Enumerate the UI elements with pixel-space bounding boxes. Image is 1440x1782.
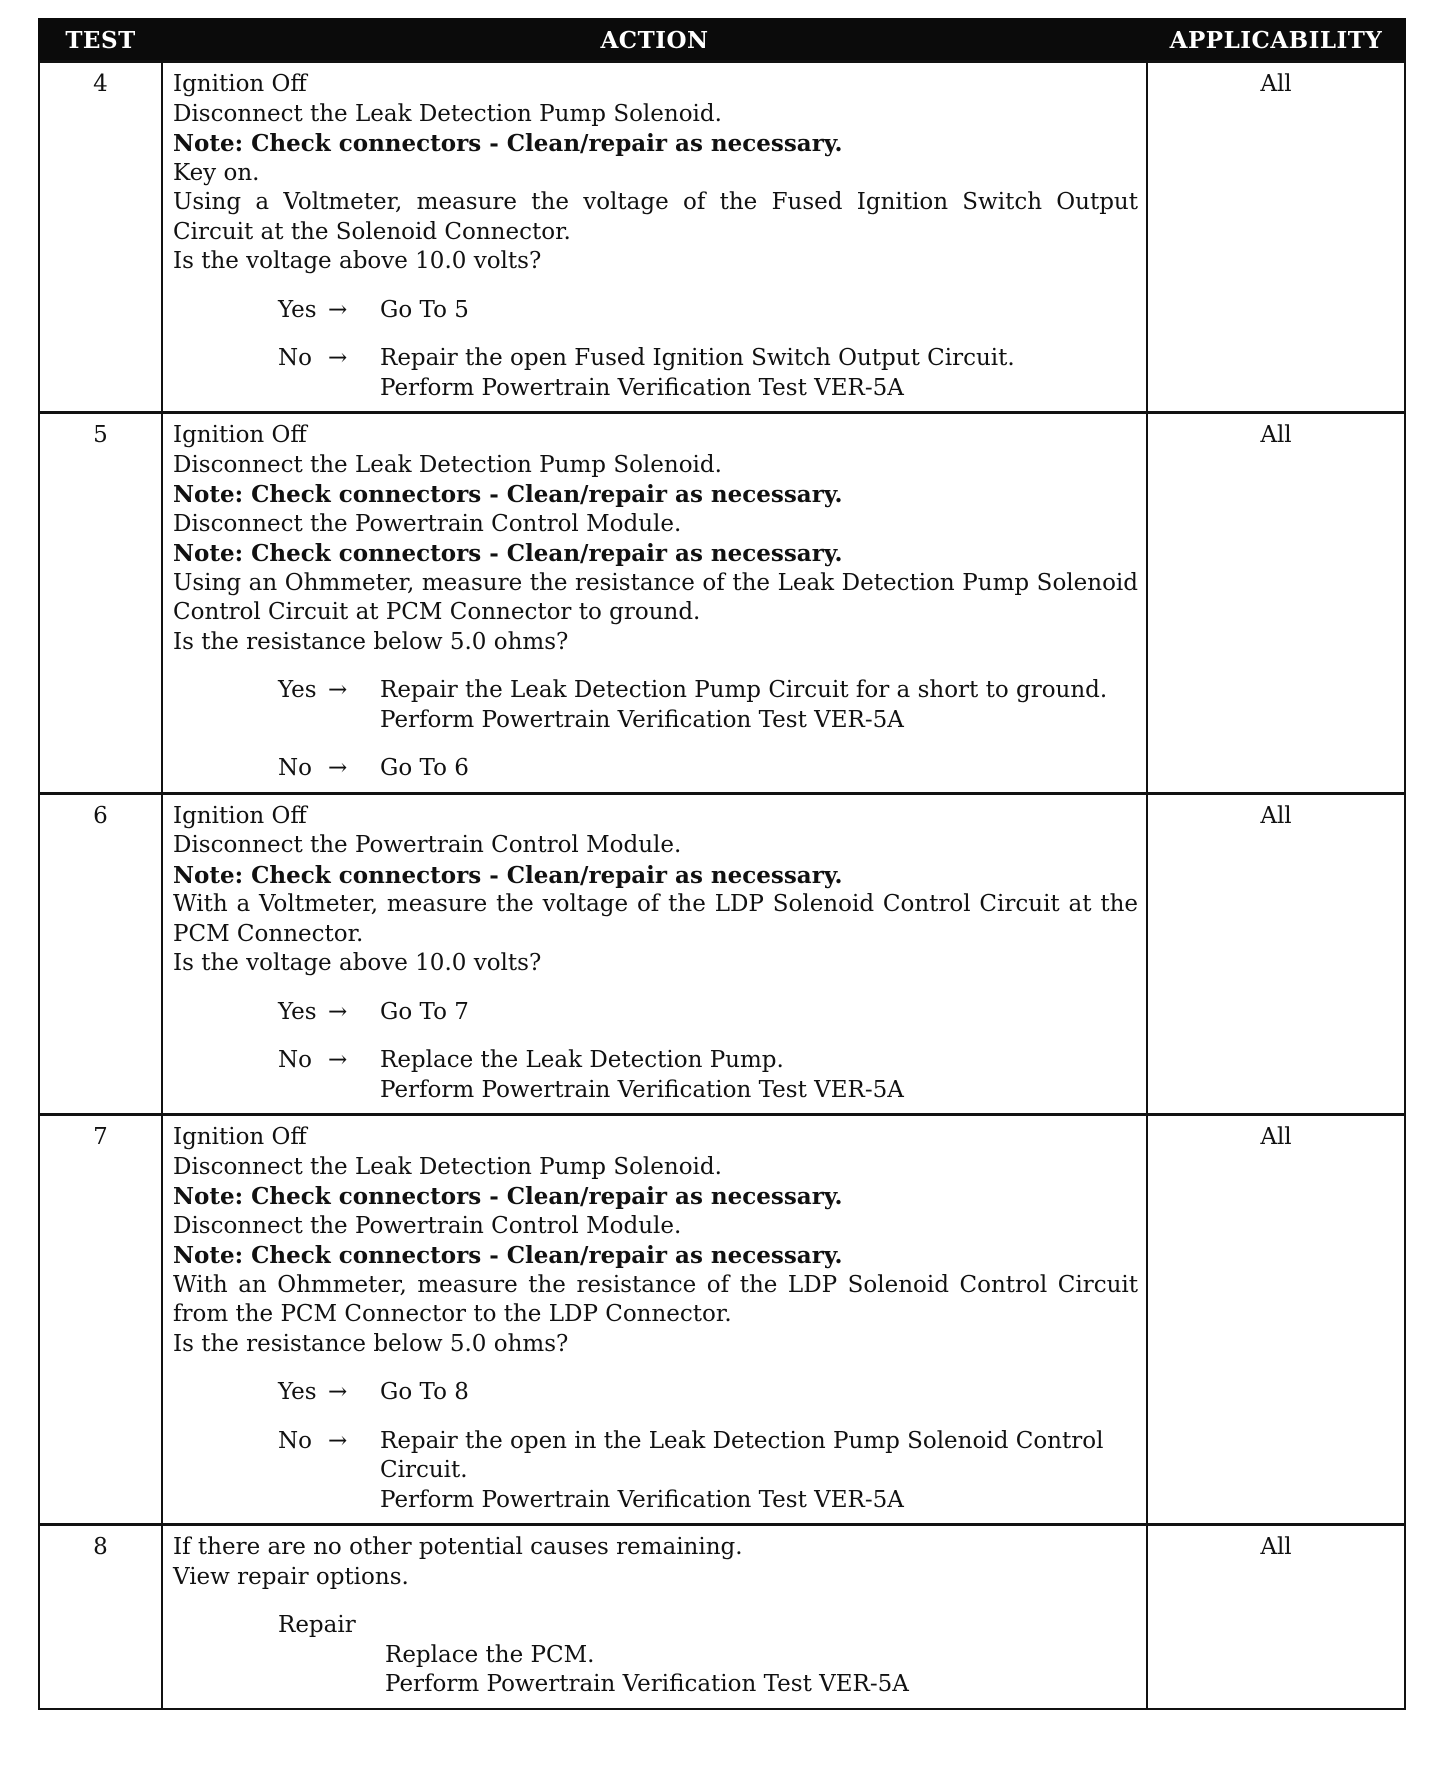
action-cell bbox=[162, 1115, 1147, 1525]
repair-text: Perform Powertrain Verification Test VER-5A bbox=[385, 1671, 909, 1697]
step-text: Disconnect the Powertrain Control Module. bbox=[173, 1212, 682, 1239]
note-text: Note: Check connectors - Clean/repair as necessary. bbox=[173, 861, 843, 889]
result-text: Perform Powertrain Verification Test VER-5A bbox=[380, 374, 904, 401]
arrow-icon: → bbox=[328, 755, 348, 781]
applicability-value: All bbox=[1147, 413, 1405, 794]
applicability-value: All bbox=[1147, 1525, 1405, 1709]
test-number: 8 bbox=[39, 1525, 162, 1709]
table-header-row bbox=[39, 19, 1405, 62]
result-text: Go To 5 bbox=[380, 296, 469, 323]
applicability-value: All bbox=[1147, 62, 1405, 413]
result-text: Perform Powertrain Verification Test VER-5A bbox=[380, 1076, 904, 1103]
repair-label: Repair bbox=[278, 1612, 356, 1638]
no-outcome bbox=[278, 1427, 1138, 1516]
applicability-value: All bbox=[1147, 1115, 1405, 1525]
step-text: Ignition Off bbox=[173, 422, 307, 448]
test-number: 5 bbox=[39, 413, 162, 794]
yes-outcome bbox=[278, 1378, 1138, 1408]
note-text: Note: Check connectors - Clean/repair as necessary. bbox=[173, 1183, 843, 1210]
step-text: Ignition Off bbox=[173, 1124, 307, 1150]
step-text: Ignition Off bbox=[173, 802, 307, 829]
step-text: View repair options. bbox=[173, 1563, 409, 1590]
yes-outcome bbox=[278, 998, 1138, 1028]
step-text: Is the voltage above 10.0 volts? bbox=[173, 950, 542, 976]
yes-outcome bbox=[278, 296, 1138, 326]
arrow-icon: → bbox=[328, 1379, 348, 1405]
step-text: Is the resistance below 5.0 ohms? bbox=[173, 1330, 569, 1357]
yes-label: Yes bbox=[278, 998, 317, 1025]
step-text: Disconnect the Leak Detection Pump Solenoid. bbox=[173, 451, 722, 478]
step-text: Disconnect the Leak Detection Pump Solenoid. bbox=[173, 100, 722, 127]
table-row bbox=[39, 793, 1405, 1115]
note-text: Note: Check connectors - Clean/repair as necessary. bbox=[173, 481, 843, 508]
diagnostic-test-table bbox=[38, 18, 1406, 1710]
no-outcome bbox=[278, 1046, 1138, 1105]
step-text: Is the voltage above 10.0 volts? bbox=[173, 248, 542, 274]
yes-result bbox=[380, 998, 1138, 1028]
note-text: Note: Check connectors - Clean/repair as necessary. bbox=[173, 540, 843, 567]
no-label: No bbox=[278, 1047, 312, 1073]
no-result bbox=[380, 344, 1138, 403]
no-outcome bbox=[278, 344, 1138, 403]
yes-label: Yes bbox=[278, 296, 317, 323]
header-test: TEST bbox=[39, 19, 162, 62]
table-row bbox=[39, 1115, 1405, 1525]
test-number: 6 bbox=[39, 793, 162, 1115]
action-cell bbox=[162, 413, 1147, 794]
arrow-icon: → bbox=[328, 677, 348, 703]
header-applicability: APPLICABILITY bbox=[1147, 19, 1405, 62]
result-text: Repair the open Fused Ignition Switch Output Circuit. bbox=[380, 345, 1015, 371]
yes-result bbox=[380, 1378, 1138, 1408]
step-text: Ignition Off bbox=[173, 71, 307, 97]
step-text: Disconnect the Powertrain Control Module. bbox=[173, 832, 682, 858]
diagnostic-test-table-page bbox=[38, 18, 1404, 1710]
step-text: Disconnect the Powertrain Control Module. bbox=[173, 510, 682, 537]
action-cell bbox=[162, 793, 1147, 1115]
table-row bbox=[39, 1525, 1405, 1709]
result-text: Go To 8 bbox=[380, 1379, 469, 1405]
action-cell bbox=[162, 1525, 1147, 1709]
result-text: Go To 7 bbox=[380, 998, 469, 1025]
yes-result bbox=[380, 676, 1138, 735]
no-result bbox=[380, 1046, 1138, 1105]
no-label: No bbox=[278, 345, 312, 371]
repair-text: Replace the PCM. bbox=[385, 1641, 595, 1668]
step-text: Using a Voltmeter, measure the voltage of the Fused Ignition Switch Output Circuit at the Solenoid Connector. bbox=[173, 189, 1138, 245]
step-text: With an Ohmmeter, measure the resistance of the LDP Solenoid Control Circuit from the PCM Connector to the LDP Connector. bbox=[173, 1271, 1138, 1327]
note-text: Note: Check connectors - Clean/repair as necessary. bbox=[173, 130, 843, 157]
test-number: 4 bbox=[39, 62, 162, 413]
arrow-icon: → bbox=[328, 998, 348, 1025]
result-text: Perform Powertrain Verification Test VER-5A bbox=[380, 706, 904, 733]
arrow-icon: → bbox=[328, 296, 348, 323]
step-text: Key on. bbox=[173, 159, 260, 186]
header-action: ACTION bbox=[162, 19, 1147, 62]
step-text: If there are no other potential causes remaining. bbox=[173, 1534, 743, 1560]
test-number: 7 bbox=[39, 1115, 162, 1525]
step-text: With a Voltmeter, measure the voltage of the LDP Solenoid Control Circuit at the PCM Connector. bbox=[173, 891, 1138, 947]
arrow-icon: → bbox=[328, 345, 348, 371]
no-label: No bbox=[278, 1427, 312, 1454]
no-result bbox=[380, 1427, 1138, 1516]
result-text: Replace the Leak Detection Pump. bbox=[380, 1047, 784, 1073]
step-text: Disconnect the Leak Detection Pump Solenoid. bbox=[173, 1153, 722, 1180]
result-text: Repair the Leak Detection Pump Circuit for a short to ground. bbox=[380, 677, 1108, 703]
no-result bbox=[380, 754, 1138, 784]
yes-label: Yes bbox=[278, 677, 317, 703]
yes-result bbox=[380, 296, 1138, 326]
table-body bbox=[39, 62, 1405, 1709]
applicability-value: All bbox=[1147, 793, 1405, 1115]
no-label: No bbox=[278, 755, 312, 781]
result-text: Perform Powertrain Verification Test VER-5A bbox=[380, 1486, 904, 1513]
result-text: Go To 6 bbox=[380, 755, 469, 781]
table-row bbox=[39, 413, 1405, 794]
note-text: Note: Check connectors - Clean/repair as necessary. bbox=[173, 1242, 843, 1269]
yes-label: Yes bbox=[278, 1379, 317, 1405]
no-outcome bbox=[278, 754, 1138, 784]
arrow-icon: → bbox=[328, 1427, 348, 1454]
step-text: Is the resistance below 5.0 ohms? bbox=[173, 628, 569, 655]
table-row bbox=[39, 62, 1405, 413]
yes-outcome bbox=[278, 676, 1138, 735]
arrow-icon: → bbox=[328, 1047, 348, 1073]
action-cell bbox=[162, 62, 1147, 413]
step-text: Using an Ohmmeter, measure the resistance of the Leak Detection Pump Solenoid Control Circuit at PCM Connector to ground. bbox=[173, 569, 1138, 625]
result-text: Repair the open in the Leak Detection Pump Solenoid Control Circuit. bbox=[380, 1427, 1104, 1483]
